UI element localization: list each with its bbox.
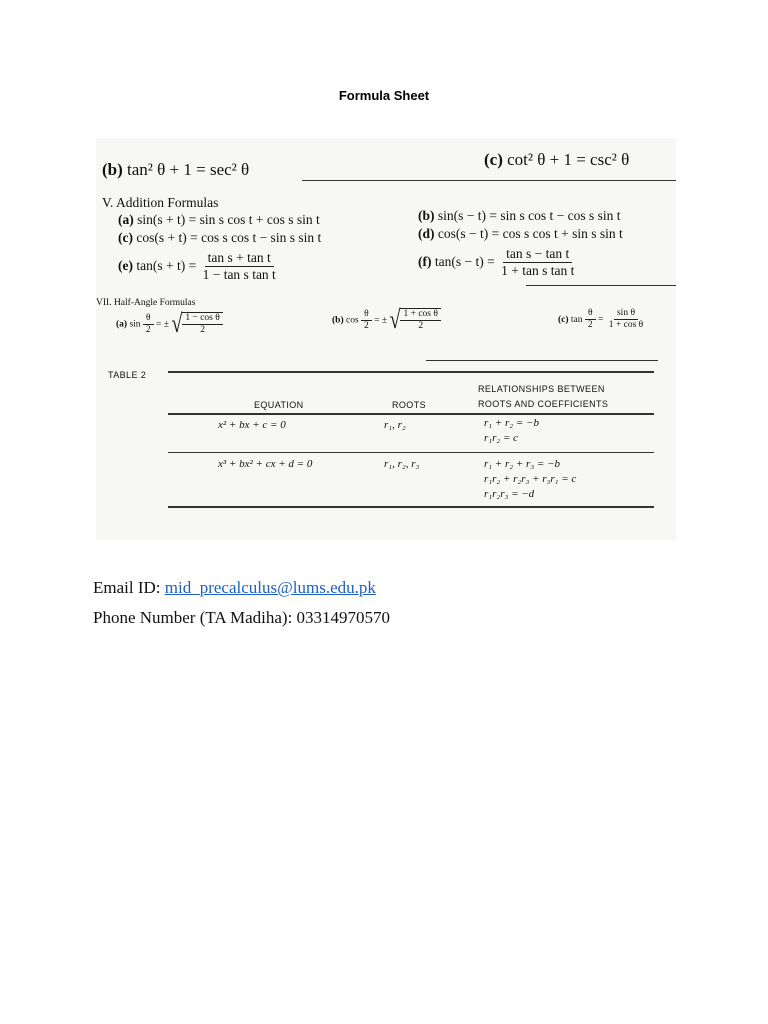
half-angle-a-pm: = ± (156, 319, 169, 330)
half-angle-a-two: 2 (145, 324, 151, 335)
addition-a (118, 212, 320, 228)
half-angle-b-radical (390, 308, 441, 333)
half-angle-a-theta: θ (143, 313, 154, 325)
identity-c-formula: cot² θ + 1 = csc² θ (507, 150, 630, 169)
addition-e-lhs: tan(s + t) = (136, 257, 197, 273)
half-angle-a-fraction (182, 312, 222, 337)
row1-relation-2: r₁r₂ = c (484, 432, 519, 444)
half-angle-c-lhs: tan (570, 315, 583, 326)
half-angle-a-denominator: 2 (200, 325, 205, 336)
row2-equation: x³ + bx² + cx + d = 0 (218, 458, 313, 470)
addition-c (118, 230, 321, 246)
header-relationships-2: ROOTS AND COEFFICIENTS (478, 399, 609, 409)
half-angle-c-eq: = (598, 315, 604, 326)
addition-d (418, 226, 623, 242)
half-angle-c-theta-fraction (585, 308, 596, 332)
half-angle-a-theta-fraction (143, 313, 154, 337)
addition-e-denominator: 1 − tan s tan t (202, 267, 276, 283)
half-angle-c-label: (c) (558, 315, 569, 326)
row2-relation-3: r₁r₂r₃ = −d (484, 488, 535, 500)
identity-rule (302, 180, 676, 181)
half-angle-c-denominator: 1 + cos θ (608, 320, 644, 331)
phone-label: Phone Number (TA Madiha): (93, 608, 297, 627)
half-angle-b-two: 2 (364, 320, 369, 331)
header-relationships-1: RELATIONSHIPS BETWEEN (478, 384, 605, 394)
email-line (93, 578, 376, 598)
radical-sign-icon: √ (389, 306, 401, 335)
half-angle-b-lhs: cos (346, 315, 359, 326)
addition-heading: V. Addition Formulas (102, 195, 219, 210)
addition-c-label: (c) (118, 230, 133, 245)
addition-d-formula: cos(s − t) = cos s cos t + sin s sin t (437, 226, 623, 241)
phone-number: 03314970570 (296, 608, 391, 627)
addition-b (418, 208, 620, 224)
table-top-rule (168, 371, 654, 373)
row1-roots: r₁, r₂ (384, 419, 406, 431)
identity-c-label: (c) (484, 150, 503, 169)
row2-relation-1: r₁ + r₂ + r₃ = −b (484, 458, 561, 470)
addition-f-lhs: tan(s − t) = (434, 253, 495, 269)
half-angle-b-fraction (400, 308, 440, 333)
half-angle-b-theta-fraction (361, 309, 372, 333)
half-angle-c-theta: θ (585, 308, 596, 320)
radical-sign-icon: √ (171, 310, 183, 339)
addition-c-formula: cos(s + t) = cos s cos t − sin s sin t (136, 230, 322, 245)
half-angle-b-pm: = ± (374, 315, 388, 326)
table-bottom-rule (168, 506, 654, 508)
formula-scan (96, 138, 676, 540)
addition-rule (526, 285, 676, 286)
addition-d-label: (d) (418, 226, 435, 241)
addition-e (118, 250, 279, 283)
half-angle-heading: VII. Half-Angle Formulas (96, 298, 196, 308)
email-link[interactable]: mid_precalculus@lums.edu.pk (164, 578, 376, 597)
half-angle-rule (426, 360, 658, 361)
addition-e-fraction (200, 250, 279, 283)
identity-c (484, 150, 629, 170)
table-header-rule (168, 413, 654, 415)
half-angle-a-lhs: sin (129, 319, 141, 330)
addition-f-label: (f) (418, 253, 432, 269)
phone-line (93, 608, 390, 628)
addition-b-label: (b) (418, 208, 435, 223)
row2-roots: r₁, r₂, r₃ (384, 458, 420, 470)
header-roots: ROOTS (392, 400, 427, 410)
addition-f-fraction (498, 246, 577, 279)
identity-b-formula: tan² θ + 1 = sec² θ (127, 160, 250, 179)
half-angle-b (332, 308, 441, 333)
half-angle-b-numerator: 1 + cos θ (400, 309, 440, 321)
half-angle-b-label: (b) (332, 315, 344, 326)
identity-b-label: (b) (102, 160, 123, 179)
page-title: Formula Sheet (338, 88, 430, 103)
addition-a-label: (a) (118, 212, 134, 227)
table-row-rule (168, 452, 654, 453)
row2-relation-2: r₁r₂ + r₂r₃ + r₃r₁ = c (484, 473, 577, 485)
addition-a-formula: sin(s + t) = sin s cos t + cos s sin t (137, 212, 320, 227)
half-angle-a-radical (171, 312, 222, 337)
addition-b-formula: sin(s − t) = sin s cos t − cos s sin t (437, 208, 621, 223)
addition-e-numerator: tan s + tan t (205, 250, 274, 267)
half-angle-a-numerator: 1 − cos θ (182, 313, 222, 325)
addition-f-numerator: tan s − tan t (503, 246, 572, 263)
half-angle-c-two: 2 (587, 320, 593, 331)
row1-relation-1: r₁ + r₂ = −b (484, 417, 539, 429)
half-angle-a-label: (a) (116, 319, 128, 330)
table-title: TABLE 2 (108, 370, 147, 380)
header-equation: EQUATION (254, 400, 304, 410)
half-angle-c-fraction (606, 308, 646, 332)
identity-b (102, 160, 249, 180)
half-angle-c-numerator: sin θ (614, 308, 638, 320)
half-angle-b-denominator: 2 (418, 321, 424, 332)
addition-f (418, 246, 577, 279)
half-angle-a (116, 312, 223, 337)
row1-equation: x² + bx + c = 0 (218, 419, 286, 431)
half-angle-b-theta: θ (361, 309, 372, 321)
email-label: Email ID: (93, 578, 165, 597)
half-angle-c (558, 308, 646, 332)
addition-f-denominator: 1 + tan s tan t (501, 263, 575, 279)
addition-e-label: (e) (118, 257, 133, 273)
